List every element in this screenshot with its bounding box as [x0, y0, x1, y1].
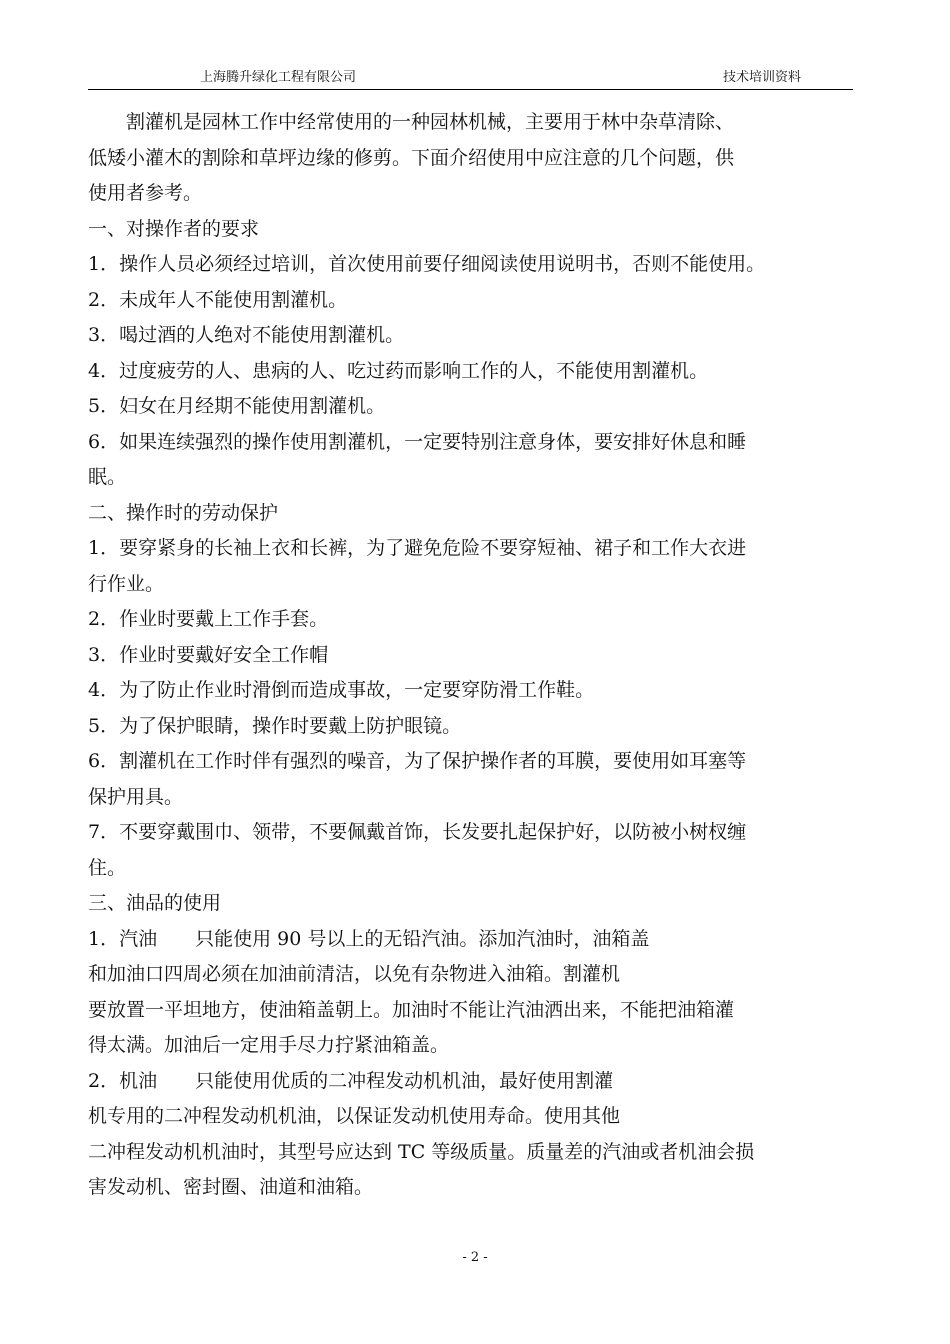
text-line: 低矮小灌木的割除和草坪边缘的修剪。下面介绍使用中应注意的几个问题，供 [88, 146, 735, 169]
text-line: 1．要穿紧身的长袖上衣和长裤，为了避免危险不要穿短袖、裙子和工作大衣进 [88, 537, 747, 559]
text-line: 4．为了防止作业时滑倒而造成事故，一定要穿防滑工作鞋。 [88, 679, 595, 701]
header-doc-type: 技术培训资料 [723, 70, 802, 85]
text-line: 行作业。 [88, 572, 165, 595]
section-heading: 一、对操作者的要求 [88, 217, 260, 240]
text-line: 害发动机、密封圈、油道和油箱。 [88, 1176, 374, 1198]
text-line: 保护用具。 [88, 785, 184, 808]
text-line: 3．作业时要戴好安全工作帽 [88, 643, 329, 666]
document-body [88, 105, 868, 1206]
text-line: 5．为了保护眼睛，操作时要戴上防护眼镜。 [88, 714, 462, 737]
text-line: 2．作业时要戴上工作手套。 [88, 608, 329, 630]
text-line: 4．过度疲劳的人、患病的人、吃过药而影响工作的人，不能使用割灌机。 [88, 359, 709, 382]
section-heading: 三、油品的使用 [88, 892, 222, 914]
text-line: 得太满。加油后一定用手尽力拧紧油箱盖。 [88, 1034, 450, 1056]
section-heading: 二、操作时的劳动保护 [88, 501, 279, 524]
text-line: 眠。 [88, 466, 127, 488]
page-number: - 2 - [462, 1250, 488, 1265]
text-line: 2．机油 只能使用优质的二冲程发动机机油，最好使用割灌 [88, 1069, 614, 1092]
text-line: 5．妇女在月经期不能使用割灌机。 [88, 395, 386, 417]
header-divider [88, 89, 853, 90]
text-line: 3．喝过酒的人绝对不能使用割灌机。 [88, 324, 405, 346]
text-line: 1．操作人员必须经过培训，首次使用前要仔细阅读使用说明书，否则不能使用。 [88, 253, 766, 275]
text-line: 7．不要穿戴围巾、领带，不要佩戴首饰，长发要扎起保护好，以防被小树杈缠 [88, 821, 747, 843]
text-line: 割灌机是园林工作中经常使用的一种园林机械，主要用于林中杂草清除、 [126, 111, 735, 133]
text-line: 1．汽油 只能使用 90 号以上的无铅汽油。添加汽油时，油箱盖 [88, 927, 650, 950]
text-line: 和加油口四周必须在加油前清洁，以免有杂物进入油箱。割灌机 [88, 963, 621, 985]
text-line: 2．未成年人不能使用割灌机。 [88, 288, 348, 311]
text-line: 住。 [88, 856, 127, 879]
header-company: 上海腾升绿化工程有限公司 [200, 70, 357, 85]
text-line: 机专用的二冲程发动机机油，以保证发动机使用寿命。使用其他 [88, 1105, 621, 1127]
text-line: 要放置一平坦地方，使油箱盖朝上。加油时不能让汽油洒出来，不能把油箱灌 [88, 998, 735, 1021]
text-line: 6．割灌机在工作时伴有强烈的噪音，为了保护操作者的耳膜，要使用如耳塞等 [88, 750, 747, 772]
text-line: 使用者参考。 [88, 182, 203, 204]
text-line: 二冲程发动机机油时，其型号应达到 TC 等级质量。质量差的汽油或者机油会损 [88, 1140, 755, 1163]
text-line: 6．如果连续强烈的操作使用割灌机，一定要特别注意身体，要安排好休息和睡 [88, 430, 747, 453]
